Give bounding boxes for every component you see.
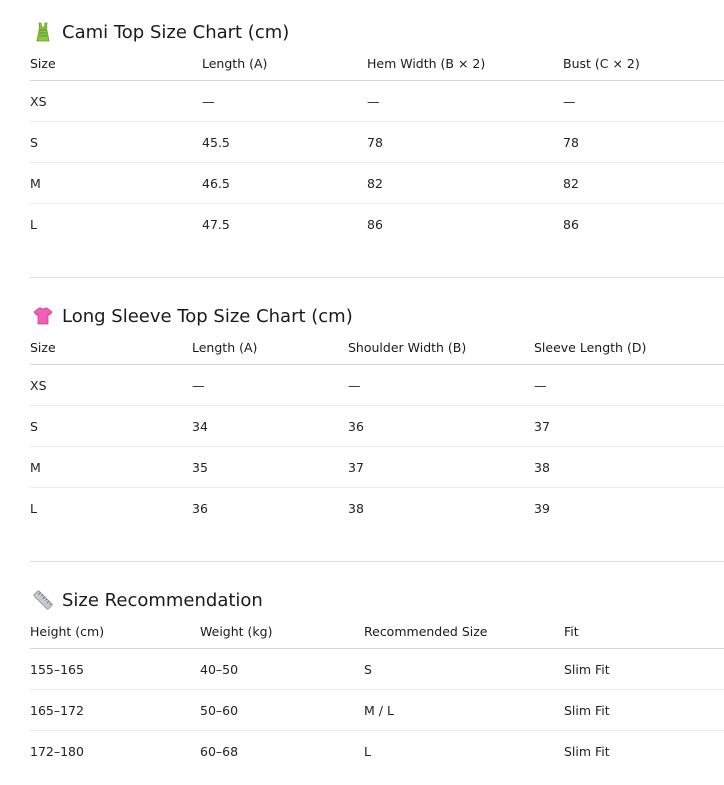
table-cell: Slim Fit <box>564 743 610 759</box>
table-cell: 38 <box>534 447 724 488</box>
table-cell: 165–172 <box>30 690 200 731</box>
table-cell: L <box>30 216 37 232</box>
section-divider <box>30 277 724 278</box>
column-header: Weight (kg) <box>200 615 364 649</box>
table-cell: 82 <box>367 163 563 204</box>
recommendation-title <box>30 585 724 615</box>
long-sleeve-section <box>30 301 724 528</box>
table-cell: S <box>364 649 564 690</box>
table-cell: S <box>30 406 192 447</box>
cami-title <box>30 17 724 47</box>
cami-title-text: Cami Top Size Chart (cm) <box>62 21 290 43</box>
section-divider <box>30 561 724 562</box>
table-cell: Slim Fit <box>564 649 724 690</box>
table-cell: 39 <box>534 500 550 516</box>
table-row <box>30 488 724 529</box>
table-cell: L <box>364 743 371 759</box>
recommendation-title-text: Size Recommendation <box>62 589 263 611</box>
table-cell: S <box>30 122 202 163</box>
table-row <box>30 365 724 406</box>
recommendation-table <box>30 615 724 771</box>
column-header: Size <box>30 331 192 365</box>
table-cell: Slim Fit <box>564 690 724 731</box>
table-cell: 36 <box>192 500 208 516</box>
table-cell: 34 <box>192 406 348 447</box>
column-header: Size <box>30 47 202 81</box>
table-cell: 86 <box>563 216 579 232</box>
table-cell: 40–50 <box>200 649 364 690</box>
table-row <box>30 204 724 245</box>
column-header: Length (A) <box>202 47 367 81</box>
table-cell: M / L <box>364 690 564 731</box>
table-row <box>30 163 724 204</box>
table-cell: 78 <box>563 122 724 163</box>
column-header: Bust (C × 2) <box>563 47 724 81</box>
column-header: Recommended Size <box>364 615 564 649</box>
table-cell: 36 <box>348 406 534 447</box>
table-cell: — <box>534 365 724 406</box>
table-cell: 60–68 <box>200 743 239 759</box>
table-cell: — <box>367 81 563 122</box>
column-header: Sleeve Length (D) <box>534 331 724 365</box>
table-cell: 37 <box>534 406 724 447</box>
long-sleeve-table <box>30 331 724 528</box>
table-row <box>30 731 724 772</box>
table-cell: 37 <box>348 447 534 488</box>
table-cell: XS <box>30 365 192 406</box>
table-row <box>30 447 724 488</box>
table-cell: 50–60 <box>200 690 364 731</box>
table-cell: 46.5 <box>202 163 367 204</box>
column-header: Shoulder Width (B) <box>348 331 534 365</box>
recommendation-section <box>30 585 724 771</box>
table-row <box>30 406 724 447</box>
tshirt-icon <box>32 305 54 327</box>
table-cell: 78 <box>367 122 563 163</box>
table-row <box>30 690 724 731</box>
ruler-icon <box>32 589 54 611</box>
table-cell: — <box>202 81 367 122</box>
table-cell: XS <box>30 81 202 122</box>
table-row <box>30 649 724 690</box>
long-sleeve-title <box>30 301 724 331</box>
table-cell: L <box>30 500 37 516</box>
table-cell: — <box>192 365 348 406</box>
table-cell: 86 <box>367 216 383 232</box>
table-cell: 38 <box>348 500 364 516</box>
table-cell: M <box>30 163 202 204</box>
table-cell: 172–180 <box>30 743 84 759</box>
table-header-row <box>30 615 724 649</box>
table-cell: — <box>348 365 534 406</box>
column-header: Length (A) <box>192 331 348 365</box>
table-cell: 82 <box>563 163 724 204</box>
table-cell: — <box>563 81 724 122</box>
table-row <box>30 122 724 163</box>
column-header: Fit <box>564 615 724 649</box>
column-header: Height (cm) <box>30 615 200 649</box>
table-header-row <box>30 331 724 365</box>
table-cell: 45.5 <box>202 122 367 163</box>
table-header-row <box>30 47 724 81</box>
table-cell: 47.5 <box>202 216 230 232</box>
table-cell: M <box>30 447 192 488</box>
cami-table <box>30 47 724 244</box>
dress-icon <box>32 21 54 43</box>
long-sleeve-title-text: Long Sleeve Top Size Chart (cm) <box>62 305 353 327</box>
table-cell: 35 <box>192 447 348 488</box>
column-header: Hem Width (B × 2) <box>367 47 563 81</box>
table-row <box>30 81 724 122</box>
cami-section <box>30 17 724 244</box>
table-cell: 155–165 <box>30 649 200 690</box>
